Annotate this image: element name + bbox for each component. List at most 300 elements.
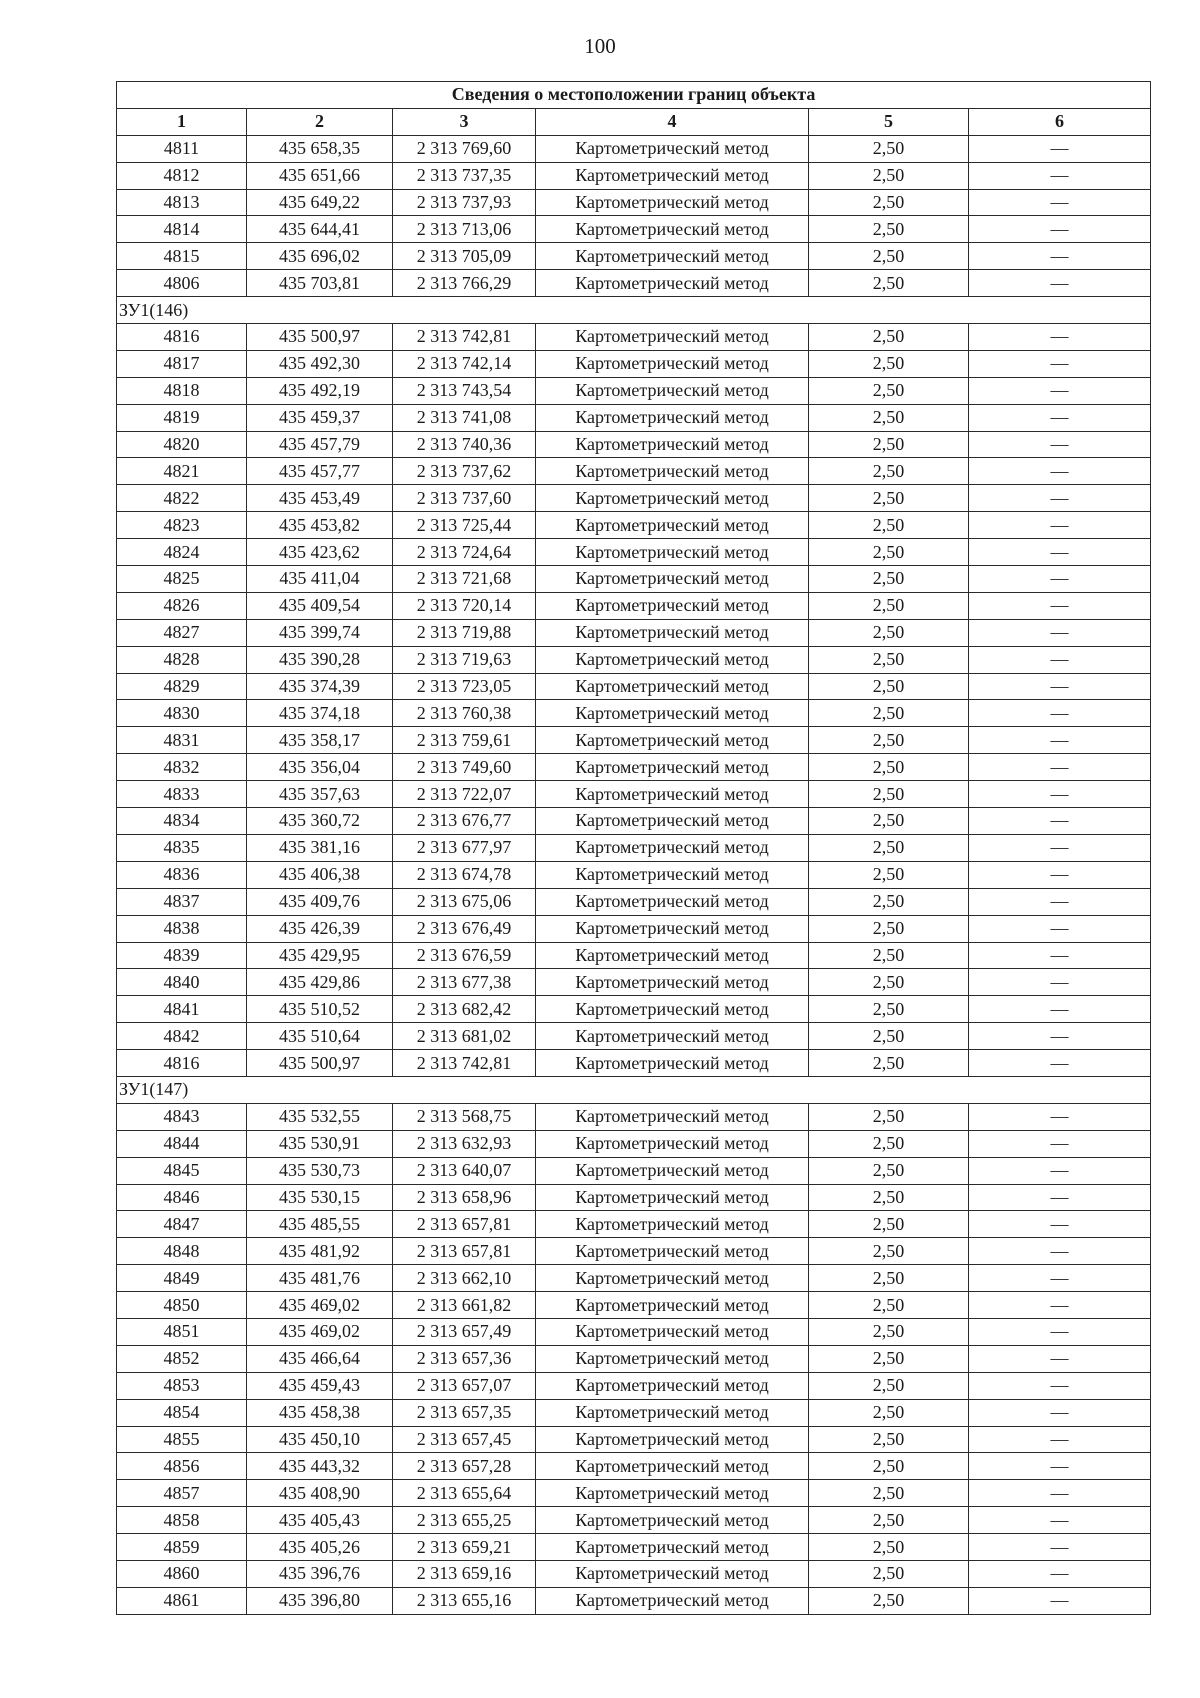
coordinate-y: 2 313 737,62 — [393, 458, 536, 485]
determination-method: Картометрический метод — [536, 404, 809, 431]
accuracy: 2,50 — [809, 189, 969, 216]
coordinate-y: 2 313 655,25 — [393, 1507, 536, 1534]
table-row — [117, 700, 1151, 727]
coordinate-y: 2 313 769,60 — [393, 135, 536, 162]
description: — — [969, 566, 1151, 593]
description: — — [969, 377, 1151, 404]
coordinate-x: 435 492,30 — [247, 350, 393, 377]
coordinate-y: 2 313 657,45 — [393, 1426, 536, 1453]
table-row — [117, 1265, 1151, 1292]
coordinate-y: 2 313 725,44 — [393, 512, 536, 539]
coordinate-y: 2 313 676,59 — [393, 942, 536, 969]
coordinate-x: 435 481,92 — [247, 1238, 393, 1265]
accuracy: 2,50 — [809, 1292, 969, 1319]
accuracy: 2,50 — [809, 270, 969, 297]
point-number: 4830 — [117, 700, 247, 727]
description: — — [969, 646, 1151, 673]
determination-method: Картометрический метод — [536, 700, 809, 727]
coordinate-y: 2 313 724,64 — [393, 539, 536, 566]
accuracy: 2,50 — [809, 1345, 969, 1372]
coordinate-y: 2 313 677,38 — [393, 969, 536, 996]
table-row — [117, 592, 1151, 619]
description: — — [969, 996, 1151, 1023]
description: — — [969, 1426, 1151, 1453]
point-number: 4845 — [117, 1157, 247, 1184]
table-row — [117, 673, 1151, 700]
coordinate-x: 435 453,82 — [247, 512, 393, 539]
section-label: ЗУ1(147) — [117, 1076, 1151, 1103]
coordinate-x: 435 481,76 — [247, 1265, 393, 1292]
description: — — [969, 431, 1151, 458]
determination-method: Картометрический метод — [536, 512, 809, 539]
point-number: 4816 — [117, 1050, 247, 1077]
description: — — [969, 1292, 1151, 1319]
point-number: 4820 — [117, 431, 247, 458]
column-header-5: 5 — [809, 108, 969, 135]
point-number: 4854 — [117, 1399, 247, 1426]
table-row — [117, 834, 1151, 861]
coordinate-x: 435 651,66 — [247, 162, 393, 189]
determination-method: Картометрический метод — [536, 673, 809, 700]
table-row — [117, 1050, 1151, 1077]
description: — — [969, 458, 1151, 485]
coordinate-y: 2 313 658,96 — [393, 1184, 536, 1211]
point-number: 4859 — [117, 1534, 247, 1561]
point-number: 4827 — [117, 619, 247, 646]
table-row — [117, 861, 1151, 888]
coordinate-x: 435 492,19 — [247, 377, 393, 404]
coordinate-x: 435 360,72 — [247, 808, 393, 835]
description: — — [969, 834, 1151, 861]
point-number: 4811 — [117, 135, 247, 162]
accuracy: 2,50 — [809, 1050, 969, 1077]
point-number: 4817 — [117, 350, 247, 377]
column-header-row — [117, 108, 1151, 135]
description: — — [969, 1103, 1151, 1130]
table-row — [117, 1480, 1151, 1507]
table-row — [117, 727, 1151, 754]
accuracy: 2,50 — [809, 1238, 969, 1265]
table-row — [117, 1023, 1151, 1050]
determination-method: Картометрический метод — [536, 915, 809, 942]
page-number: 100 — [584, 34, 616, 58]
point-number: 4814 — [117, 216, 247, 243]
accuracy: 2,50 — [809, 1318, 969, 1345]
table-title: Сведения о местоположении границ объекта — [117, 82, 1151, 109]
coordinate-y: 2 313 743,54 — [393, 377, 536, 404]
coordinate-y: 2 313 657,07 — [393, 1372, 536, 1399]
table-row — [117, 1292, 1151, 1319]
description: — — [969, 1480, 1151, 1507]
point-number: 4813 — [117, 189, 247, 216]
point-number: 4819 — [117, 404, 247, 431]
accuracy: 2,50 — [809, 592, 969, 619]
accuracy: 2,50 — [809, 324, 969, 351]
point-number: 4848 — [117, 1238, 247, 1265]
accuracy: 2,50 — [809, 1453, 969, 1480]
determination-method: Картометрический метод — [536, 1372, 809, 1399]
accuracy: 2,50 — [809, 216, 969, 243]
accuracy: 2,50 — [809, 996, 969, 1023]
point-number: 4815 — [117, 243, 247, 270]
point-number: 4849 — [117, 1265, 247, 1292]
table-row — [117, 431, 1151, 458]
accuracy: 2,50 — [809, 162, 969, 189]
point-number: 4858 — [117, 1507, 247, 1534]
table-row — [117, 969, 1151, 996]
coordinate-x: 435 510,52 — [247, 996, 393, 1023]
coordinate-y: 2 313 657,49 — [393, 1318, 536, 1345]
point-number: 4828 — [117, 646, 247, 673]
accuracy: 2,50 — [809, 1130, 969, 1157]
determination-method: Картометрический метод — [536, 1426, 809, 1453]
coordinate-x: 435 399,74 — [247, 619, 393, 646]
coordinate-y: 2 313 737,93 — [393, 189, 536, 216]
point-number: 4829 — [117, 673, 247, 700]
accuracy: 2,50 — [809, 1480, 969, 1507]
coordinate-y: 2 313 742,14 — [393, 350, 536, 377]
determination-method: Картометрический метод — [536, 1345, 809, 1372]
description: — — [969, 942, 1151, 969]
coordinate-x: 435 374,18 — [247, 700, 393, 727]
determination-method: Картометрический метод — [536, 1399, 809, 1426]
coordinate-x: 435 443,32 — [247, 1453, 393, 1480]
coordinate-x: 435 423,62 — [247, 539, 393, 566]
coordinate-x: 435 426,39 — [247, 915, 393, 942]
coordinate-y: 2 313 657,28 — [393, 1453, 536, 1480]
description: — — [969, 512, 1151, 539]
determination-method: Картометрический метод — [536, 1318, 809, 1345]
point-number: 4857 — [117, 1480, 247, 1507]
coordinate-y: 2 313 760,38 — [393, 700, 536, 727]
description: — — [969, 350, 1151, 377]
coordinate-x: 435 530,15 — [247, 1184, 393, 1211]
accuracy: 2,50 — [809, 1265, 969, 1292]
coordinate-x: 435 510,64 — [247, 1023, 393, 1050]
accuracy: 2,50 — [809, 512, 969, 539]
description: — — [969, 754, 1151, 781]
accuracy: 2,50 — [809, 377, 969, 404]
point-number: 4831 — [117, 727, 247, 754]
accuracy: 2,50 — [809, 969, 969, 996]
accuracy: 2,50 — [809, 727, 969, 754]
table-row — [117, 1399, 1151, 1426]
coordinate-x: 435 466,64 — [247, 1345, 393, 1372]
accuracy: 2,50 — [809, 781, 969, 808]
table-body — [117, 135, 1151, 1614]
table-row — [117, 1453, 1151, 1480]
determination-method: Картометрический метод — [536, 619, 809, 646]
determination-method: Картометрический метод — [536, 458, 809, 485]
table-row — [117, 135, 1151, 162]
description: — — [969, 162, 1151, 189]
coordinate-y: 2 313 713,06 — [393, 216, 536, 243]
coordinate-y: 2 313 720,14 — [393, 592, 536, 619]
determination-method: Картометрический метод — [536, 861, 809, 888]
description: — — [969, 270, 1151, 297]
determination-method: Картометрический метод — [536, 1238, 809, 1265]
table-row — [117, 1157, 1151, 1184]
description: — — [969, 485, 1151, 512]
table-row — [117, 646, 1151, 673]
coordinate-x: 435 450,10 — [247, 1426, 393, 1453]
accuracy: 2,50 — [809, 646, 969, 673]
table-row — [117, 458, 1151, 485]
table-row — [117, 781, 1151, 808]
table-row — [117, 1211, 1151, 1238]
determination-method: Картометрический метод — [536, 808, 809, 835]
coordinate-x: 435 409,76 — [247, 888, 393, 915]
point-number: 4821 — [117, 458, 247, 485]
description: — — [969, 1318, 1151, 1345]
coordinate-y: 2 313 640,07 — [393, 1157, 536, 1184]
description: — — [969, 1345, 1151, 1372]
point-number: 4834 — [117, 808, 247, 835]
point-number: 4856 — [117, 1453, 247, 1480]
determination-method: Картометрический метод — [536, 350, 809, 377]
accuracy: 2,50 — [809, 458, 969, 485]
determination-method: Картометрический метод — [536, 324, 809, 351]
table-row — [117, 996, 1151, 1023]
determination-method: Картометрический метод — [536, 1534, 809, 1561]
coordinate-x: 435 409,54 — [247, 592, 393, 619]
table-row — [117, 1238, 1151, 1265]
determination-method: Картометрический метод — [536, 431, 809, 458]
coordinate-y: 2 313 723,05 — [393, 673, 536, 700]
point-number: 4837 — [117, 888, 247, 915]
description: — — [969, 781, 1151, 808]
coordinate-y: 2 313 742,81 — [393, 1050, 536, 1077]
determination-method: Картометрический метод — [536, 888, 809, 915]
point-number: 4861 — [117, 1587, 247, 1614]
description: — — [969, 216, 1151, 243]
table-row — [117, 512, 1151, 539]
point-number: 4832 — [117, 754, 247, 781]
point-number: 4844 — [117, 1130, 247, 1157]
coordinate-x: 435 406,38 — [247, 861, 393, 888]
table-row — [117, 1507, 1151, 1534]
description: — — [969, 1587, 1151, 1614]
point-number: 4822 — [117, 485, 247, 512]
coordinate-x: 435 396,80 — [247, 1587, 393, 1614]
point-number: 4824 — [117, 539, 247, 566]
coordinate-y: 2 313 721,68 — [393, 566, 536, 593]
accuracy: 2,50 — [809, 619, 969, 646]
table-row — [117, 942, 1151, 969]
determination-method: Картометрический метод — [536, 1587, 809, 1614]
point-number: 4823 — [117, 512, 247, 539]
coordinate-x: 435 469,02 — [247, 1292, 393, 1319]
table-row — [117, 1372, 1151, 1399]
boundary-coordinates-table — [116, 81, 1151, 1615]
table-row — [117, 754, 1151, 781]
description: — — [969, 404, 1151, 431]
point-number: 4825 — [117, 566, 247, 593]
description: — — [969, 243, 1151, 270]
accuracy: 2,50 — [809, 888, 969, 915]
accuracy: 2,50 — [809, 243, 969, 270]
determination-method: Картометрический метод — [536, 485, 809, 512]
description: — — [969, 1399, 1151, 1426]
coordinate-x: 435 500,97 — [247, 324, 393, 351]
accuracy: 2,50 — [809, 673, 969, 700]
coordinate-x: 435 457,77 — [247, 458, 393, 485]
coordinate-y: 2 313 681,02 — [393, 1023, 536, 1050]
table-row — [117, 216, 1151, 243]
determination-method: Картометрический метод — [536, 162, 809, 189]
point-number: 4860 — [117, 1560, 247, 1587]
description: — — [969, 1211, 1151, 1238]
coordinate-y: 2 313 676,49 — [393, 915, 536, 942]
section-label-row — [117, 1076, 1151, 1103]
determination-method: Картометрический метод — [536, 1103, 809, 1130]
coordinate-x: 435 658,35 — [247, 135, 393, 162]
coordinate-y: 2 313 759,61 — [393, 727, 536, 754]
accuracy: 2,50 — [809, 1534, 969, 1561]
determination-method: Картометрический метод — [536, 1184, 809, 1211]
coordinate-y: 2 313 722,07 — [393, 781, 536, 808]
coordinate-x: 435 469,02 — [247, 1318, 393, 1345]
description: — — [969, 592, 1151, 619]
coordinate-x: 435 644,41 — [247, 216, 393, 243]
description: — — [969, 727, 1151, 754]
determination-method: Картометрический метод — [536, 646, 809, 673]
coordinate-y: 2 313 676,77 — [393, 808, 536, 835]
accuracy: 2,50 — [809, 942, 969, 969]
point-number: 4812 — [117, 162, 247, 189]
accuracy: 2,50 — [809, 350, 969, 377]
coordinate-x: 435 703,81 — [247, 270, 393, 297]
table-row — [117, 1587, 1151, 1614]
coordinate-x: 435 411,04 — [247, 566, 393, 593]
table-row — [117, 1184, 1151, 1211]
determination-method: Картометрический метод — [536, 539, 809, 566]
determination-method: Картометрический метод — [536, 1265, 809, 1292]
coordinate-y: 2 313 655,64 — [393, 1480, 536, 1507]
column-header-1: 1 — [117, 108, 247, 135]
point-number: 4841 — [117, 996, 247, 1023]
column-header-6: 6 — [969, 108, 1151, 135]
description: — — [969, 888, 1151, 915]
coordinate-x: 435 356,04 — [247, 754, 393, 781]
section-label-row — [117, 297, 1151, 324]
coordinate-x: 435 429,86 — [247, 969, 393, 996]
point-number: 4816 — [117, 324, 247, 351]
determination-method: Картометрический метод — [536, 996, 809, 1023]
coordinate-x: 435 396,76 — [247, 1560, 393, 1587]
coordinate-x: 435 459,37 — [247, 404, 393, 431]
accuracy: 2,50 — [809, 1211, 969, 1238]
coordinate-y: 2 313 742,81 — [393, 324, 536, 351]
description: — — [969, 1534, 1151, 1561]
table-row — [117, 270, 1151, 297]
accuracy: 2,50 — [809, 1184, 969, 1211]
description: — — [969, 324, 1151, 351]
description: — — [969, 915, 1151, 942]
coordinate-y: 2 313 674,78 — [393, 861, 536, 888]
coordinate-y: 2 313 655,16 — [393, 1587, 536, 1614]
description: — — [969, 1130, 1151, 1157]
description: — — [969, 861, 1151, 888]
point-number: 4853 — [117, 1372, 247, 1399]
point-number: 4842 — [117, 1023, 247, 1050]
coordinate-x: 435 696,02 — [247, 243, 393, 270]
column-header-4: 4 — [536, 108, 809, 135]
determination-method: Картометрический метод — [536, 377, 809, 404]
coordinate-y: 2 313 719,88 — [393, 619, 536, 646]
description: — — [969, 700, 1151, 727]
table-title-row — [117, 82, 1151, 109]
coordinate-y: 2 313 737,35 — [393, 162, 536, 189]
table-row — [117, 1426, 1151, 1453]
accuracy: 2,50 — [809, 1587, 969, 1614]
coordinate-y: 2 313 659,16 — [393, 1560, 536, 1587]
description: — — [969, 673, 1151, 700]
coordinate-y: 2 313 661,82 — [393, 1292, 536, 1319]
accuracy: 2,50 — [809, 1372, 969, 1399]
description: — — [969, 1560, 1151, 1587]
determination-method: Картометрический метод — [536, 969, 809, 996]
table-row — [117, 619, 1151, 646]
point-number: 4818 — [117, 377, 247, 404]
table-row — [117, 162, 1151, 189]
table-row — [117, 566, 1151, 593]
accuracy: 2,50 — [809, 485, 969, 512]
point-number: 4852 — [117, 1345, 247, 1372]
determination-method: Картометрический метод — [536, 1507, 809, 1534]
description: — — [969, 969, 1151, 996]
accuracy: 2,50 — [809, 404, 969, 431]
accuracy: 2,50 — [809, 539, 969, 566]
point-number: 4840 — [117, 969, 247, 996]
determination-method: Картометрический метод — [536, 942, 809, 969]
table-row — [117, 808, 1151, 835]
accuracy: 2,50 — [809, 135, 969, 162]
determination-method: Картометрический метод — [536, 243, 809, 270]
coordinate-y: 2 313 632,93 — [393, 1130, 536, 1157]
description: — — [969, 1372, 1151, 1399]
description: — — [969, 1184, 1151, 1211]
accuracy: 2,50 — [809, 700, 969, 727]
coordinate-x: 435 457,79 — [247, 431, 393, 458]
point-number: 4833 — [117, 781, 247, 808]
accuracy: 2,50 — [809, 754, 969, 781]
table-row — [117, 1130, 1151, 1157]
column-header-2: 2 — [247, 108, 393, 135]
coordinate-x: 435 458,38 — [247, 1399, 393, 1426]
coordinate-y: 2 313 719,63 — [393, 646, 536, 673]
point-number: 4806 — [117, 270, 247, 297]
table-row — [117, 189, 1151, 216]
coordinate-x: 435 358,17 — [247, 727, 393, 754]
accuracy: 2,50 — [809, 915, 969, 942]
determination-method: Картометрический метод — [536, 566, 809, 593]
description: — — [969, 135, 1151, 162]
determination-method: Картометрический метод — [536, 1157, 809, 1184]
table-row — [117, 377, 1151, 404]
coordinate-x: 435 532,55 — [247, 1103, 393, 1130]
description: — — [969, 1265, 1151, 1292]
accuracy: 2,50 — [809, 1507, 969, 1534]
coordinate-y: 2 313 740,36 — [393, 431, 536, 458]
table-row — [117, 243, 1151, 270]
accuracy: 2,50 — [809, 1399, 969, 1426]
coordinate-y: 2 313 662,10 — [393, 1265, 536, 1292]
point-number: 4850 — [117, 1292, 247, 1319]
determination-method: Картометрический метод — [536, 270, 809, 297]
coordinate-y: 2 313 766,29 — [393, 270, 536, 297]
determination-method: Картометрический метод — [536, 754, 809, 781]
